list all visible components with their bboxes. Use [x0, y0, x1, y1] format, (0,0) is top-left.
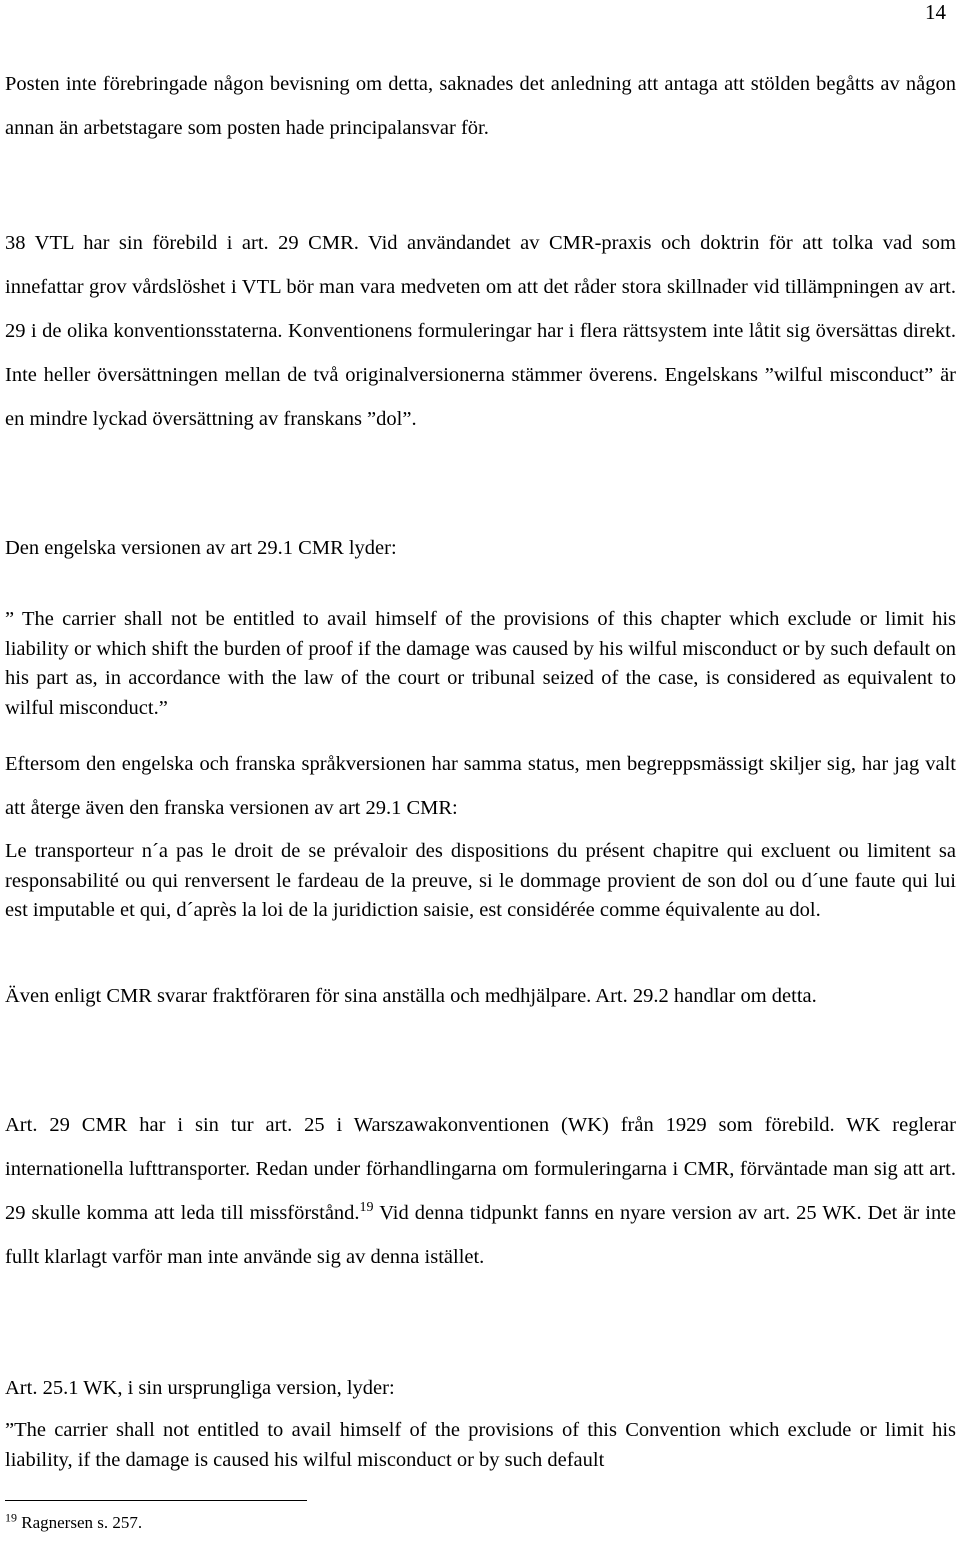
paragraph-art-29-2: Även enligt CMR svarar fraktföraren för sina anställa och medhjälpare. Art. 29.2 handlar om detta. — [5, 985, 817, 1007]
paragraph-french-version-intro: Eftersom den engelska och franska språkversionen har samma status, men begreppsmässigt skiljer sig, har jag valt att återge även den franska versionen av art 29.1 CMR: — [5, 753, 956, 819]
footnote-text: Ragnersen s. 257. — [17, 1513, 143, 1532]
paragraph-english-version-intro: Den engelska versionen av art 29.1 CMR lyder: — [5, 537, 397, 559]
footnote-number: 19 — [5, 1510, 17, 1525]
paragraph-art-25-1-intro: Art. 25.1 WK, i sin ursprungliga version, lyder: — [5, 1377, 395, 1399]
paragraph-warsaw-convention — [5, 1103, 956, 1279]
footnote-separator — [5, 1500, 307, 1501]
footnote-reference: 19 — [359, 1200, 374, 1216]
page-number: 14 — [925, 0, 946, 24]
paragraph-vtl-cmr-origin: 38 VTL har sin förebild i art. 29 CMR. Vid användandet av CMR-praxis och doktrin för att tolka vad som innefattar grov vårdslöshet i VTL bör man vara medveten om att det råder stora skillnader vid tillämpningen av art. 29 i de olika konventionsstaterna. Konventionens formuleringar har i flera rättsystem inte låtit sig översättas direkt. Inte heller översättningen mellan de två originalversionerna stämmer överens. Engelskans ”wilful misconduct” är en mindre lyckad översättning av franskans ”dol”. — [5, 232, 956, 430]
footnote — [5, 1511, 142, 1535]
warsaw-text-part-1: Art. 29 CMR har i sin tur art. 25 i Warszawakonventionen (WK) från 1929 som förebild. WK reglerar internationella lufttransporter. Redan under förhandlingarna om formuleringarna i CMR, förväntade man sig att art. 29 skulle komma att leda till missförstånd. — [5, 1114, 956, 1224]
warsaw-text-part-2: Vid denna tidpunkt fanns en nyare version av art. 25 WK. Det är inte fullt klarlagt varför man inte använde sig av denna istället. — [5, 1202, 956, 1268]
paragraph-principal-liability: Posten inte förebringade någon bevisning om detta, saknades det anledning att antaga att stölden begåtts av någon annan än arbetstagare som posten hade principalansvar för. — [5, 73, 956, 139]
quote-english-art-29-1: ” The carrier shall not be entitled to avail himself of the provisions of this chapter which exclude or limit his liability or which shift the burden of proof if the damage was caused by his wilful misconduct or by such default on his part as, in accordance with the law of the court or tribunal seized of the case, is considered as equivalent to wilful misconduct.” — [5, 608, 956, 719]
quote-french-art-29-1: Le transporteur n´a pas le droit de se prévaloir des dispositions du présent chapitre qui excluent ou limitent sa responsabilité ou qui renversent le fardeau de la preuve, si le dommage provient de son dol ou d´une faute qui lui est imputable et qui, d´après la loi de la juridiction saisie, est considérée comme équivalente au dol. — [5, 840, 956, 921]
quote-art-25-1-wk: ”The carrier shall not entitled to avail himself of the provisions of this Convention which exclude or limit his liability, if the damage is caused his wilful misconduct or by such default — [5, 1419, 956, 1471]
